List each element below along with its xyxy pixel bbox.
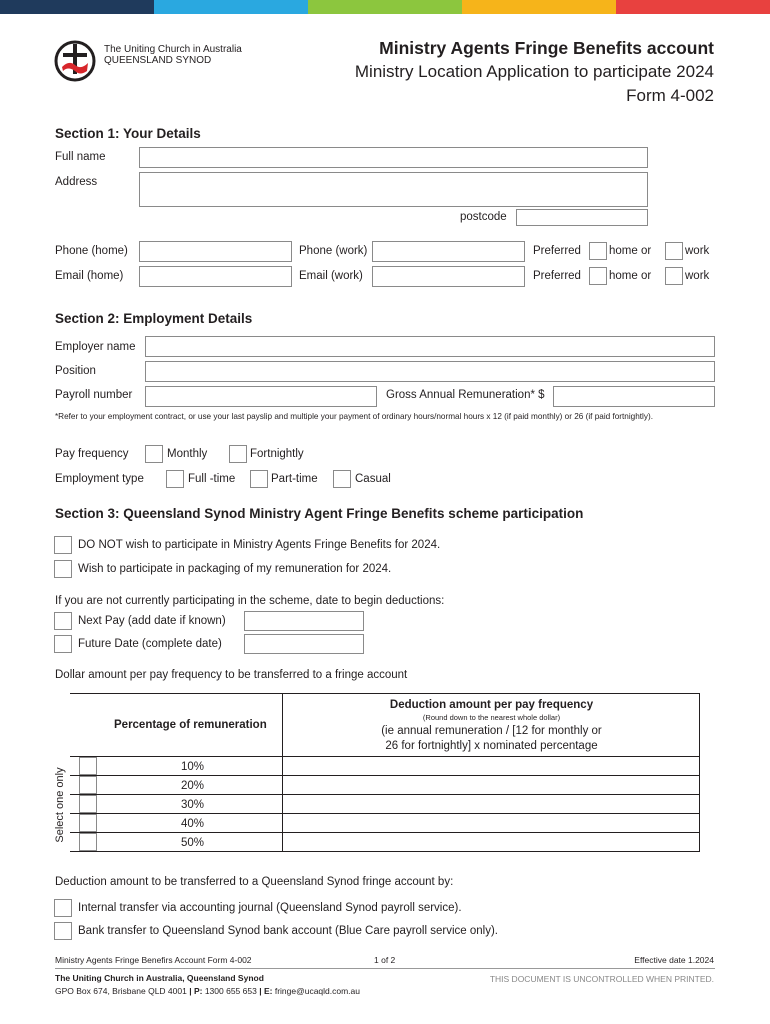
opt-out-label: DO NOT wish to participate in Ministry Agents Fringe Benefits for 2024. (78, 539, 441, 551)
section2-heading: Section 2: Employment Details (55, 311, 253, 326)
postcode-field[interactable] (516, 209, 648, 226)
address-field[interactable] (139, 172, 648, 207)
dollar-amount-label: Dollar amount per pay frequency to be transferred to a fringe account (55, 669, 408, 681)
opt-out-checkbox[interactable] (54, 536, 72, 554)
fortnightly-label: Fortnightly (250, 448, 304, 460)
percentage-table (70, 693, 700, 853)
email-home-label: Email (home) (55, 270, 124, 282)
position-field[interactable] (145, 361, 715, 382)
transfer-by-label: Deduction amount to be transferred to a Queensland Synod fringe account by: (55, 876, 454, 888)
deduction-formula-line2: 26 for fortnightly] x nominated percentage (385, 740, 598, 752)
percent-10-label: 10% (181, 761, 205, 773)
bank-transfer-label: Bank transfer to Queensland Synod bank account (Blue Care payroll service only). (78, 925, 498, 937)
monthly-label: Monthly (167, 448, 208, 460)
footer-email-label: E: (263, 986, 273, 996)
email-preferred-home-checkbox[interactable] (589, 267, 607, 285)
phone-home-or-label: home or (609, 245, 652, 257)
future-date-checkbox[interactable] (54, 635, 72, 653)
footer-contact: GPO Box 674, Brisbane QLD 4001 | P: 1300 655 653 | E: fringe@ucaqld.com.au (55, 986, 361, 996)
fortnightly-checkbox[interactable] (229, 445, 247, 463)
deduction-column-note: (Round down to the nearest whole dollar) (422, 713, 561, 722)
begin-deductions-label: If you are not currently participating in the scheme, date to begin deductions: (55, 595, 445, 607)
footer-form-name: Ministry Agents Fringe Benefirs Account Form 4-002 (55, 955, 252, 965)
employer-name-field[interactable] (145, 336, 715, 357)
pay-frequency-label: Pay frequency (55, 448, 129, 460)
casual-label: Casual (355, 473, 391, 485)
email-preferred-label: Preferred (533, 270, 581, 282)
email-home-field[interactable] (139, 266, 292, 287)
deduction-formula-line1: (ie annual remuneration / [12 for monthly or (381, 725, 602, 737)
deduction-10-field[interactable] (283, 757, 699, 775)
section3-heading: Section 3: Queensland Synod Ministry Agent Fringe Benefits scheme participation (55, 506, 584, 521)
footer-address: GPO Box 674, Brisbane QLD 4001 (55, 986, 187, 996)
select-one-only-label: Select one only (54, 767, 66, 843)
deduction-50-field[interactable] (283, 833, 699, 851)
phone-preferred-home-checkbox[interactable] (589, 242, 607, 260)
footer-uncontrolled-notice: THIS DOCUMENT IS UNCONTROLLED WHEN PRINTED. (489, 974, 714, 984)
percent-30-checkbox[interactable] (79, 795, 97, 813)
form-subtitle: Ministry Location Application to participate 2024 (354, 62, 714, 81)
top-bar-yellow (462, 0, 616, 14)
section1-heading: Section 1: Your Details (55, 126, 201, 141)
next-pay-checkbox[interactable] (54, 612, 72, 630)
remuneration-footnote: *Refer to your employment contract, or use your last payslip and multiple your payment of ordinary hours/normal hours x 12 (if paid monthly) or 26 (if paid fortnightly). (55, 412, 653, 421)
part-time-label: Part-time (271, 473, 318, 485)
top-bar-blue (154, 0, 308, 14)
phone-work-option-label: work (685, 245, 710, 257)
footer-page-number: 1 of 2 (374, 955, 396, 965)
footer-phone: 1300 655 653 (204, 986, 257, 996)
phone-preferred-work-checkbox[interactable] (665, 242, 683, 260)
next-pay-date-field[interactable] (244, 611, 364, 631)
logo-emblem-icon (54, 40, 96, 82)
footer-phone-label: P: (193, 986, 203, 996)
gross-remuneration-field[interactable] (553, 386, 715, 407)
percent-20-checkbox[interactable] (79, 776, 97, 794)
top-bar-green (308, 0, 462, 14)
email-preferred-work-checkbox[interactable] (665, 267, 683, 285)
percent-20-label: 20% (181, 780, 205, 792)
bank-transfer-checkbox[interactable] (54, 922, 72, 940)
deduction-column-header: Deduction amount per pay frequency (389, 699, 594, 711)
form-number: Form 4-002 (626, 86, 714, 105)
phone-work-field[interactable] (372, 241, 525, 262)
employer-name-label: Employer name (55, 341, 136, 353)
percent-10-checkbox[interactable] (79, 757, 97, 775)
phone-preferred-label: Preferred (533, 245, 581, 257)
full-time-label: Full -time (188, 473, 236, 485)
footer-effective-date: Effective date 1.2024 (634, 955, 714, 965)
footer-email[interactable]: fringe@ucaqld.com.au (274, 986, 361, 996)
next-pay-label: Next Pay (add date if known) (78, 615, 226, 627)
percent-30-label: 30% (181, 799, 205, 811)
percent-40-checkbox[interactable] (79, 814, 97, 832)
deduction-30-field[interactable] (283, 795, 699, 813)
casual-checkbox[interactable] (333, 470, 351, 488)
opt-in-label: Wish to participate in packaging of my remuneration for 2024. (78, 563, 392, 575)
full-name-field[interactable] (139, 147, 648, 168)
org-name-line2: QUEENSLAND SYNOD (104, 55, 212, 66)
full-time-checkbox[interactable] (166, 470, 184, 488)
postcode-label: postcode (460, 211, 507, 223)
part-time-checkbox[interactable] (250, 470, 268, 488)
form-title: Ministry Agents Fringe Benefits account (379, 38, 714, 58)
email-work-field[interactable] (372, 266, 525, 287)
internal-transfer-label: Internal transfer via accounting journal (Queensland Synod payroll service). (78, 902, 462, 914)
employment-type-label: Employment type (55, 473, 144, 485)
address-label: Address (55, 176, 98, 188)
top-bar-navy (0, 0, 154, 14)
percentage-column-header: Percentage of remuneration (114, 719, 267, 731)
position-label: Position (55, 365, 96, 377)
email-home-or-label: home or (609, 270, 652, 282)
email-work-option-label: work (685, 270, 710, 282)
org-name-line1: The Uniting Church in Australia (104, 44, 242, 55)
payroll-number-label: Payroll number (55, 389, 133, 401)
percent-40-label: 40% (181, 818, 205, 830)
phone-work-label: Phone (work) (299, 245, 368, 257)
internal-transfer-checkbox[interactable] (54, 899, 72, 917)
footer-org-name: The Uniting Church in Australia, Queensland Synod (55, 973, 264, 983)
future-date-label: Future Date (complete date) (78, 638, 222, 650)
email-work-label: Email (work) (299, 270, 363, 282)
percent-50-label: 50% (181, 837, 205, 849)
top-bar-red (616, 0, 770, 14)
payroll-number-field[interactable] (145, 386, 377, 407)
percent-50-checkbox[interactable] (79, 833, 97, 851)
deduction-40-field[interactable] (283, 814, 699, 832)
phone-home-field[interactable] (139, 241, 292, 262)
uniting-church-logo (54, 40, 96, 82)
monthly-checkbox[interactable] (145, 445, 163, 463)
deduction-20-field[interactable] (283, 776, 699, 794)
opt-in-checkbox[interactable] (54, 560, 72, 578)
phone-home-label: Phone (home) (55, 245, 128, 257)
gross-remuneration-label: Gross Annual Remuneration* $ (386, 389, 545, 401)
table-top-border (70, 693, 700, 694)
footer-divider (55, 968, 715, 969)
full-name-label: Full name (55, 151, 106, 163)
table-bottom-border (70, 851, 700, 852)
future-date-field[interactable] (244, 634, 364, 654)
